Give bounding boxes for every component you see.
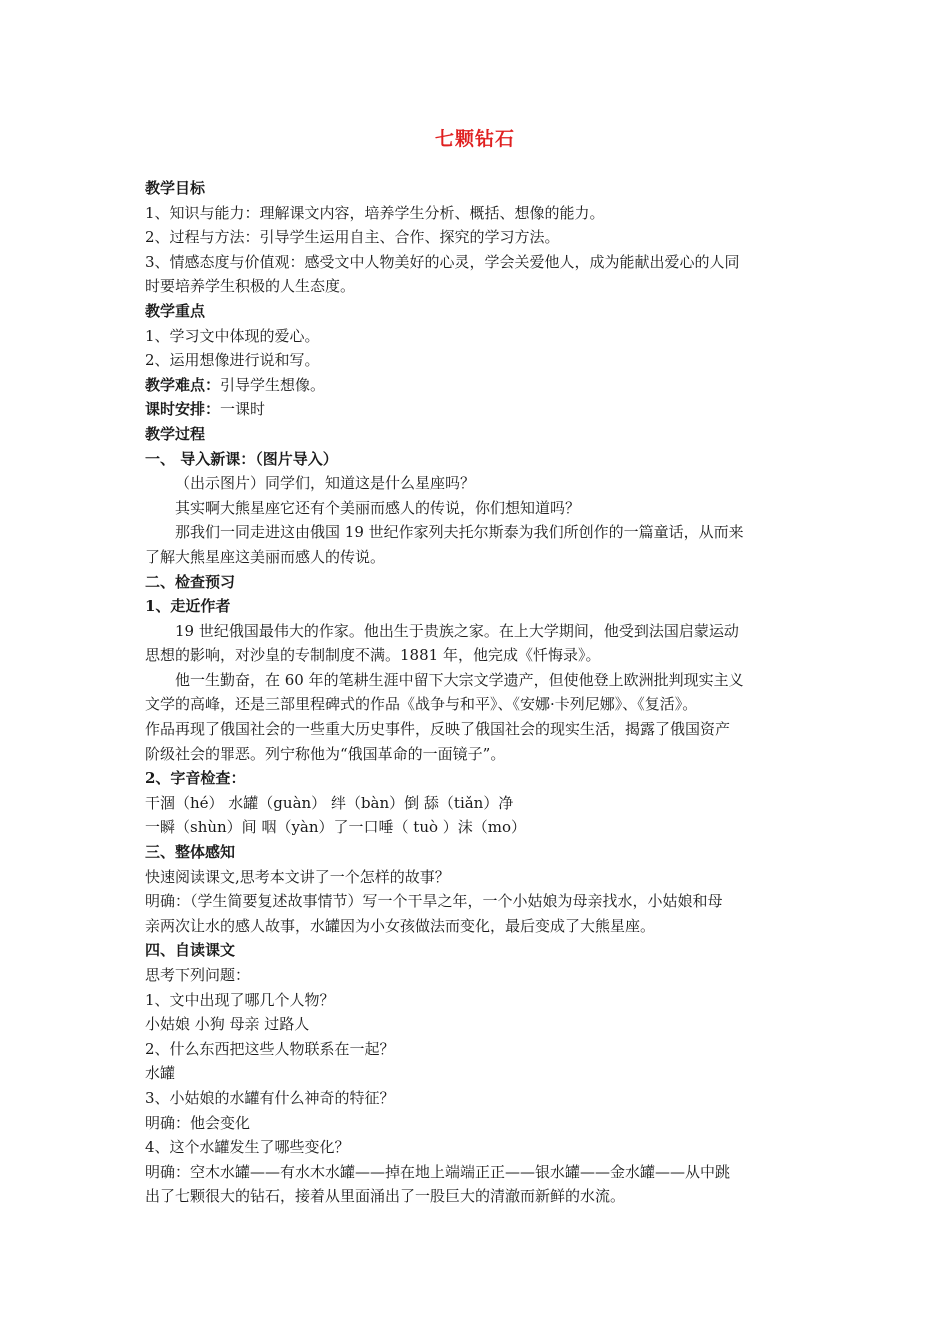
paragraph: 其实啊大熊星座它还有个美丽而感人的传说，你们想知道吗？ <box>175 498 581 517</box>
prompt: 思考下列问题： <box>145 966 251 984</box>
question: 4、这个水罐发生了哪些变化？ <box>145 1138 350 1157</box>
section-4-heading: 四、自读课文 <box>145 941 236 960</box>
paragraph-continued: 阶级社会的罪恶。列宁称他为“俄国革命的一面镜子”。 <box>145 744 506 763</box>
paragraph: 19 世纪俄国最伟大的作家。他出生于贵族之家。在上大学期间，他受到法国启蒙运动 <box>175 621 739 640</box>
paragraph-continued: 了解大熊星座这美丽而感人的传说。 <box>145 547 386 566</box>
document-body <box>145 176 810 1209</box>
process-heading: 教学过程 <box>145 424 206 443</box>
goal-item: 3、情感态度与价值观：感受文中人物美好的心灵，学会关爱他人，成为能献出爱心的人同 <box>145 252 740 271</box>
answer-continued: 亲两次让水的感人故事，水罐因为小女孩做法而变化，最后变成了大熊星座。 <box>145 916 656 935</box>
subsection-author-heading: 1、走近作者 <box>145 597 231 616</box>
paragraph: （出示图片）同学们，知道这是什么星座吗？ <box>175 474 476 493</box>
question: 3、小姑娘的水罐有什么神奇的特征？ <box>145 1088 395 1107</box>
answer: 明确：（学生简要复述故事情节）写一个干旱之年，一个小姑娘为母亲找水，小姑娘和母 <box>145 892 723 911</box>
goal-item-continued: 时要培养学生积极的人生态度。 <box>145 277 356 296</box>
answer: 明确：他会变化 <box>145 1113 251 1132</box>
subsection-pronunciation-heading: 2、字音检查： <box>145 769 246 788</box>
key-point-item: 1、学习文中体现的爱心。 <box>145 326 320 345</box>
goal-item: 2、过程与方法：引导学生运用自主、合作、探究的学习方法。 <box>145 228 560 247</box>
document-title: 七颗钻石 <box>434 128 515 150</box>
difficulty-label: 教学难点： <box>145 375 221 394</box>
schedule-value: 一课时 <box>220 400 266 419</box>
question: 快速阅读课文,思考本文讲了一个怎样的故事？ <box>145 867 450 886</box>
schedule-row <box>145 397 810 422</box>
key-point-item: 2、运用想像进行说和写。 <box>145 351 320 370</box>
section-1-heading: 一、 导入新课：（图片导入） <box>145 449 338 468</box>
section-3-heading: 三、整体感知 <box>145 843 236 862</box>
paragraph-continued: 作品再现了俄国社会的一些重大历史事件，反映了俄国社会的现实生活，揭露了俄国资产 <box>145 720 731 739</box>
paragraph: 他一生勤奋，在 60 年的笔耕生涯中留下大宗文学遗产，但使他登上欧洲批判现实主义 <box>175 670 744 689</box>
paragraph-continued: 思想的影响，对沙皇的专制制度不满。1881 年，他完成《忏悔录》。 <box>145 646 601 665</box>
question: 2、什么东西把这些人物联系在一起？ <box>145 1039 395 1058</box>
pronunciation-line: 一瞬（shùn）间 咽（yàn）了一口唾（ tuò ）沫（mo） <box>145 818 527 837</box>
section-2-heading: 二、检查预习 <box>145 572 236 591</box>
paragraph-continued: 文学的高峰，还是三部里程碑式的作品《战争与和平》、《安娜·卡列尼娜》、《复活》。 <box>145 695 698 714</box>
answer: 明确：空木水罐——有水木水罐——掉在地上端端正正——银水罐——金水罐——从中跳 <box>145 1162 731 1181</box>
pronunciation-line: 干涸（hé） 水罐（guàn） 绊（bàn）倒 舔（tiǎn）净 <box>145 793 514 812</box>
goals-heading: 教学目标 <box>145 179 206 197</box>
question: 1、文中出现了哪几个人物？ <box>145 990 335 1009</box>
answer: 小姑娘 小狗 母亲 过路人 <box>145 1015 310 1034</box>
key-points-heading: 教学重点 <box>145 301 206 320</box>
goal-item: 1、知识与能力：理解课文内容，培养学生分析、概括、想像的能力。 <box>145 203 605 222</box>
difficulty-row <box>145 373 810 398</box>
answer-continued: 出了七颗很大的钻石，接着从里面涌出了一股巨大的清澈而新鲜的水流。 <box>145 1187 626 1206</box>
difficulty-value: 引导学生想像。 <box>220 375 326 394</box>
answer: 水罐 <box>145 1064 176 1083</box>
paragraph: 那我们一同走进这由俄国 19 世纪作家列夫托尔斯泰为我们所创作的一篇童话，从而来 <box>175 523 744 542</box>
schedule-label: 课时安排： <box>145 400 221 419</box>
